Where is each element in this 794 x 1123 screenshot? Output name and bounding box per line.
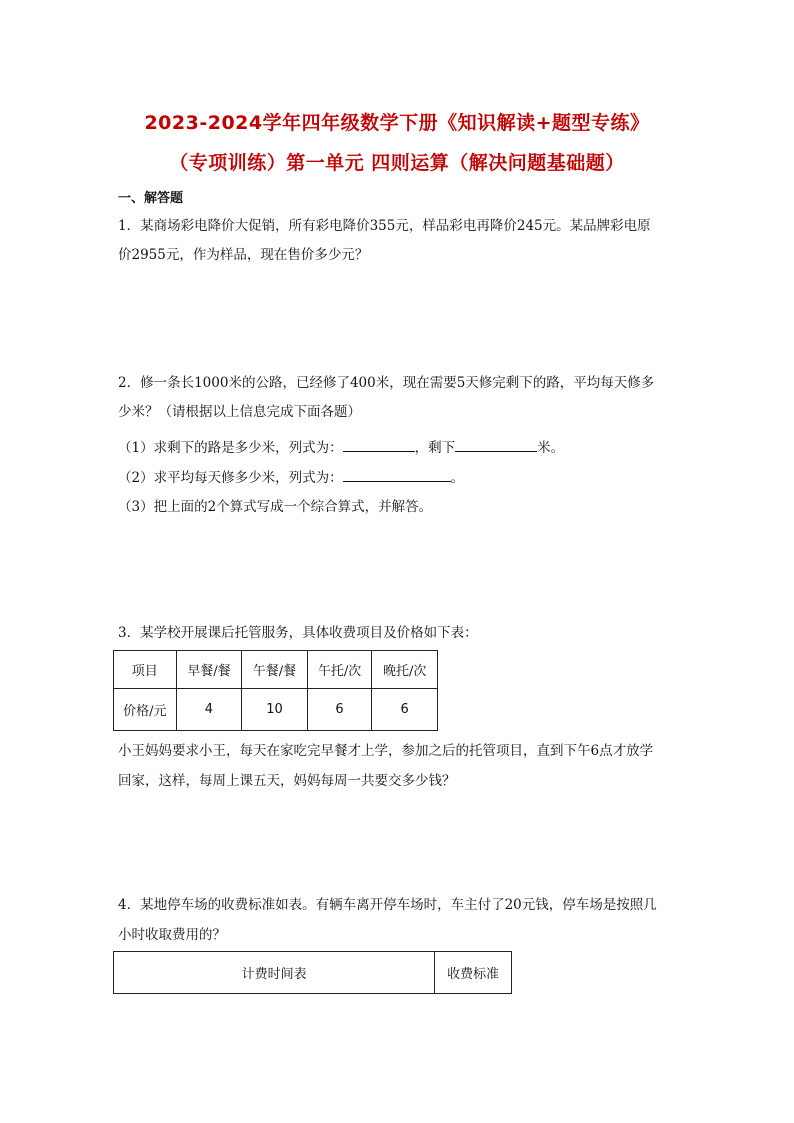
question-2-line-2: 少米？（请根据以上信息完成下面各题）: [118, 404, 361, 420]
sub-2-end: 。: [450, 470, 465, 486]
fee-table-header: 早餐/餐: [176, 651, 242, 689]
parking-table-header: 计费时间表: [114, 952, 435, 994]
question-2-sub-3: （3）把上面的2个算式写成一个综合算式，并解答。: [118, 499, 433, 515]
sub-1-unit: 米。: [537, 440, 565, 456]
fee-table-header: 晚托/次: [372, 651, 438, 689]
sub-1-middle: ，剩下: [414, 440, 456, 456]
fee-table-cell: 6: [307, 689, 372, 731]
fee-table-header: 午餐/餐: [242, 651, 308, 689]
question-3-line-1: 小王妈妈要求小王，每天在家吃完早餐才上学，参加之后的托管项目，直到下午6点才放学: [118, 743, 654, 759]
question-1-line-1: 1．某商场彩电降价大促销，所有彩电降价355元，样品彩电再降价245元。某品牌彩电原: [118, 218, 651, 234]
page-subtitle: （专项训练）第一单元 四则运算（解决问题基础题）: [169, 152, 625, 174]
fee-table-cell: 价格/元: [114, 689, 177, 731]
answer-blank-3[interactable]: [343, 466, 451, 482]
question-3-line-2: 回家，这样，每周上课五天，妈妈每周一共要交多少钱？: [118, 773, 456, 789]
page-title: 2023-2024学年四年级数学下册《知识解读+题型专练》: [144, 112, 650, 134]
question-3-intro: 3．某学校开展课后托管服务，具体收费项目及价格如下表：: [118, 625, 478, 641]
fee-table-header-row: [114, 651, 438, 689]
question-1-line-2: 价2955元，作为样品，现在售价多少元？: [118, 247, 369, 263]
sub-1-prompt: （1）求剩下的路是多少米，列式为：: [118, 440, 343, 456]
parking-table-header-row: [114, 952, 512, 994]
fee-table-cell: 10: [242, 689, 308, 731]
question-2-line-1: 2．修一条长1000米的公路，已经修了400米，现在需要5天修完剩下的路，平均每天修多: [118, 375, 655, 391]
question-4-line-1: 4．某地停车场的收费标准如表。有辆车离开停车场时，车主付了20元钱，停车场是按照几: [118, 897, 657, 913]
parking-table-header: 收费标准: [435, 952, 512, 994]
fee-table-cell: 4: [176, 689, 242, 731]
sub-2-prompt: （2）求平均每天修多少米，列式为：: [118, 470, 343, 486]
question-2-sub-2: [118, 466, 464, 488]
question-4-line-2: 小时收取费用的？: [118, 927, 226, 943]
parking-fee-table: [113, 951, 512, 994]
section-heading: 一、解答题: [118, 191, 184, 206]
fee-table-cell: 6: [372, 689, 438, 731]
fee-table-price-row: [114, 689, 438, 731]
fee-table-header: 午托/次: [307, 651, 372, 689]
answer-blank-2[interactable]: [455, 436, 537, 452]
question-2-sub-1: [118, 436, 564, 458]
answer-blank-1[interactable]: [343, 436, 415, 452]
fee-table: [113, 650, 438, 731]
fee-table-header: 项目: [114, 651, 177, 689]
